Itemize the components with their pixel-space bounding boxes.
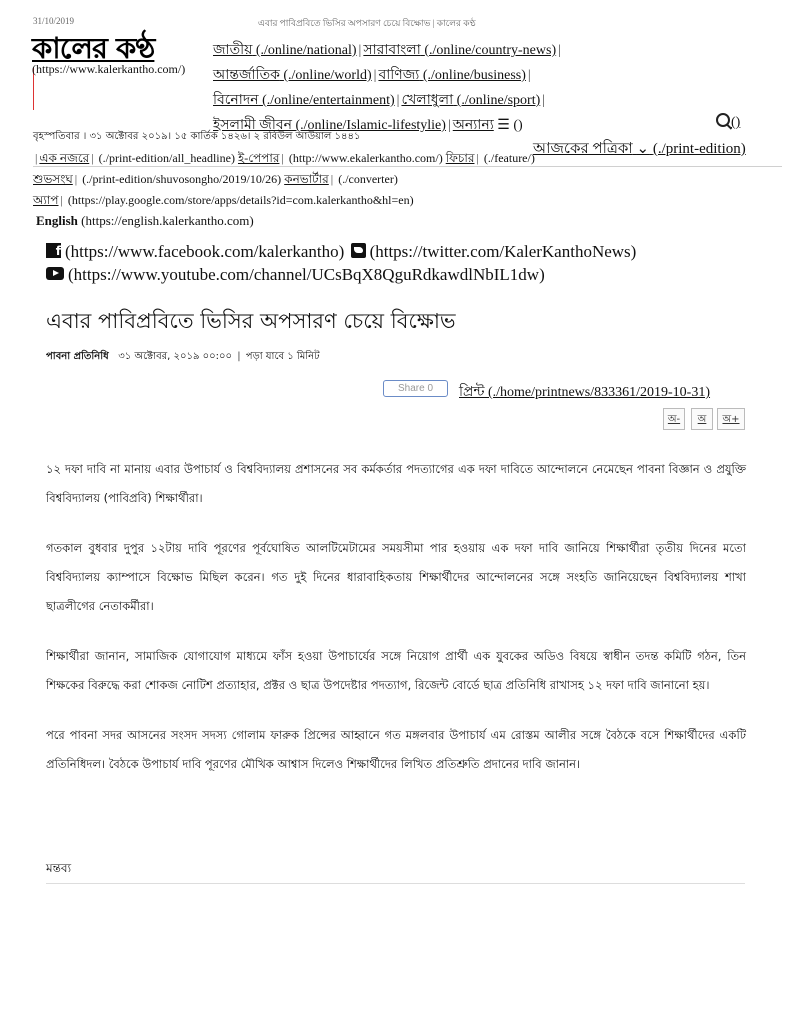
font-reset-button[interactable]: অ xyxy=(691,408,713,430)
quick-link-converter[interactable]: কনভার্টার xyxy=(284,172,329,186)
youtube-icon xyxy=(46,267,64,280)
quick-link-epaper[interactable]: ই-পেপার xyxy=(237,151,280,165)
article-paragraph: গতকাল বুধবার দুপুর ১২টায় দাবি পূরণের পূর্বঘোষিত আলটিমেটামের সময়সীমা পার হওয়ায় এক দফা দাবি জানিয়ে শিক্ষার্থীরা তৃতীয় দিনের মতো বিশ্ববিদ্যালয় ক্যাম্পাসে বিক্ষোভ মিছিল করেন। গত দুই দিনের ধারাবাহিকতায় শিক্ষার্থীদের আন্দোলনের সঙ্গে সংহতি জানিয়েছেন বিশ্ববিদ্যালয় শাখা ছাত্রলীগের নেতাকর্মীরা। xyxy=(46,541,746,613)
print-edition-link[interactable]: আজকের পত্রিকা ⌄ (./print-edition) xyxy=(533,141,746,157)
share-button[interactable]: Share 0 xyxy=(383,380,448,397)
article-paragraph: শিক্ষার্থীরা জানান, সামাজিক যোগাযোগ মাধ্যমে ফাঁস হওয়া উপাচার্যের সঙ্গে নিয়োগ প্রার্থী এক যুবকের অডিও বিষয়ে স্বাধীন তদন্ত কমিটি গঠন, তিন শিক্ষকের বিরুদ্ধে করা শোকজ নোটিশ প্রত্যাহার, প্রক্টর ও ছাত্র উপদেষ্টার পদত্যাগ, রিজেন্ট বোর্ডে ছাত্র প্রতিনিধি রাখাসহ ১২ দফা দাবি জানানো হয়। xyxy=(46,649,746,692)
twitter-link[interactable]: (https://twitter.com/KalerKanthoNews) xyxy=(351,242,637,261)
nav-row-1: জাতীয় (./online/national) | সারাবাংলা (./online/country-news) | xyxy=(213,43,561,58)
nav-item-islamic-lifestyle[interactable]: ইসলামী জীবন (./online/Islamic-lifestylie) xyxy=(213,118,446,133)
quick-link-feature[interactable]: ফিচার xyxy=(445,151,475,165)
article-body xyxy=(46,455,746,800)
comments-heading: মন্তব্য xyxy=(46,861,72,875)
article-headline: এবার পাবিপ্রবিতে ভিসির অপসারণ চেয়ে বিক্ষোভ xyxy=(46,309,456,333)
nav-item-others[interactable]: অন্যান্য xyxy=(452,118,494,133)
quick-links-row-3: অ্যাপ | (https://play.google.com/store/apps/details?id=com.kalerkantho&hl=en) xyxy=(33,193,414,207)
social-row-2 xyxy=(46,265,545,285)
nav-item-country-news[interactable]: সারাবাংলা (./online/country-news) xyxy=(363,43,557,58)
quick-link-shuvosongho[interactable]: শুভসংঘ xyxy=(33,172,73,186)
youtube-link[interactable]: (https://www.youtube.com/channel/UCsBqX8QguRdkawdlNbIL1dw) xyxy=(46,265,545,284)
search-icon xyxy=(716,113,730,127)
author: পাবনা প্রতিনিধি xyxy=(46,351,109,362)
quick-link-headlines[interactable]: এক নজরে xyxy=(39,151,90,165)
nav-item-world[interactable]: আন্তর্জাতিক (./online/world) xyxy=(213,68,372,83)
facebook-link[interactable]: f (https://www.facebook.com/kalerkantho) xyxy=(46,242,344,261)
nav-item-sport[interactable]: খেলাধুলা (./online/sport) xyxy=(401,93,541,108)
nav-row-2: আন্তর্জাতিক (./online/world) | বাণিজ্য (./online/business) | xyxy=(213,68,531,83)
publish-time: ৩১ অক্টোবর, ২০১৯ ০০:০০ xyxy=(118,351,233,362)
article-paragraph: ১২ দফা দাবি না মানায় এবার উপাচার্য ও বিশ্ববিদ্যালয় প্রশাসনের সব কর্মকর্তার পদত্যাগের এক দফা দাবিতে আন্দোলনে নেমেছেন পাবনা বিজ্ঞান ও প্রযুক্তি বিশ্ববিদ্যালয় (পাবিপ্রবি) শিক্ষার্থীরা। xyxy=(46,462,746,505)
nav-row-4: ইসলামী জীবন (./online/Islamic-lifestylie) | অন্যান্য ☰ () xyxy=(213,118,523,133)
quick-link-app[interactable]: অ্যাপ xyxy=(33,193,59,207)
quick-links-row-4: English (https://english.kalerkantho.com) xyxy=(36,213,254,228)
twitter-icon xyxy=(351,243,366,258)
comments-divider xyxy=(46,883,745,884)
nav-item-national[interactable]: জাতীয় (./online/national) xyxy=(213,43,357,58)
quick-links-row-1: | এক নজরে | (./print-edition/all_headline) ই-পেপার | (http://www.ekalerkantho.com/) ফিচার | (./feature/) xyxy=(35,151,535,165)
nav-row-3: বিনোদন (./online/entertainment) | খেলাধুলা (./online/sport) | xyxy=(213,93,546,108)
logo-url[interactable]: (https://www.kalerkantho.com/) xyxy=(32,62,186,76)
search-button[interactable]: () xyxy=(716,113,740,131)
chevron-down-icon: ⌄ xyxy=(636,141,650,157)
nav-item-business[interactable]: বাণিজ্য (./online/business) xyxy=(378,68,526,83)
nav-item-entertainment[interactable]: বিনোদন (./online/entertainment) xyxy=(213,93,395,108)
quick-link-english[interactable]: English xyxy=(36,213,78,228)
quick-links-row-2: শুভসংঘ | (./print-edition/shuvosongho/2019/10/26) কনভার্টার | (./converter) xyxy=(33,172,398,186)
article-paragraph: পরে পাবনা সদর আসনের সংসদ সদস্য গোলাম ফারুক প্রিন্সের আহ্বানে গত মঙ্গলবার উপাচার্য এম রোস্তম আলীর সঙ্গে বৈঠকে বসে শিক্ষার্থীদের একটি প্রতিনিধিদল। বৈঠকে উপাচার্য দাবি পূরণের মৌখিক আশ্বাস দিলেও শিক্ষার্থীদের লিখিত প্রতিশ্রুতি প্রদানের দাবি জানান। xyxy=(46,728,746,771)
facebook-icon: f xyxy=(46,243,61,258)
date-line: বৃহস্পতিবার । ৩১ অক্টোবর ২০১৯। ১৫ কার্তিক ১৪২৬। ২ রবিউল আউয়াল ১৪৪১ xyxy=(33,131,361,142)
print-date: 31/10/2019 xyxy=(33,16,75,26)
menu-icon[interactable]: ☰ xyxy=(497,118,510,133)
print-page-title: এবার পাবিপ্রবিতে ভিসির অপসারণ চেয়ে বিক্ষোভ | কালের কণ্ঠ xyxy=(258,18,476,28)
logo-text: কালের কণ্ঠ xyxy=(32,31,155,65)
read-time: পড়া যাবে ১ মিনিট xyxy=(245,351,320,362)
print-link[interactable]: প্রিন্ট (./home/printnews/833361/2019-10-31) xyxy=(459,385,711,400)
font-increase-button[interactable]: অ+ xyxy=(717,408,745,430)
article-byline: পাবনা প্রতিনিধি ৩১ অক্টোবর, ২০১৯ ০০:০০ | পড়া যাবে ১ মিনিট xyxy=(46,351,320,362)
font-decrease-button[interactable]: অ- xyxy=(663,408,685,430)
social-row-1 xyxy=(46,242,636,262)
